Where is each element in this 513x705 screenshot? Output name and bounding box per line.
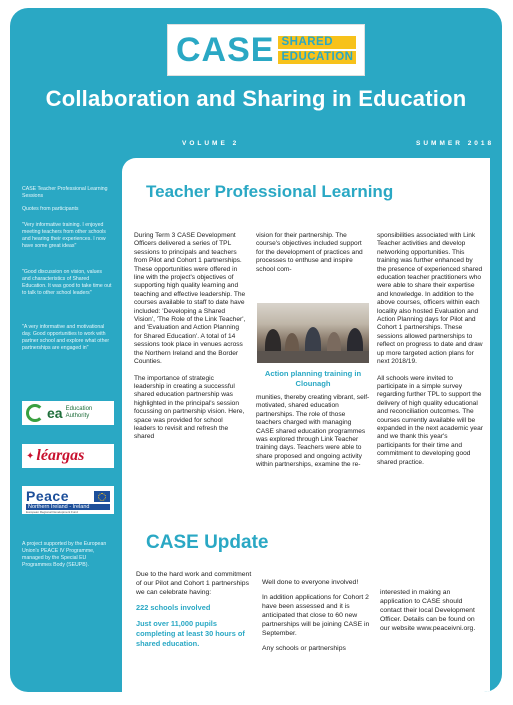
- update-column-3: interested in making an application to CASE should contact their local Development Officer. Details can be found on our website www.peaceivni.org.: [380, 589, 476, 632]
- update-col2-paragraph-1: Well done to everyone involved!: [262, 579, 359, 586]
- sidebar-support-note: A project supported by the European Union's PEACE IV Programme, managed by the Special EU Programmes Body (SEUPB).: [22, 541, 107, 568]
- peace-logo-strip: Northern Ireland - Ireland: [26, 504, 110, 510]
- newsletter-header: [10, 8, 502, 156]
- logo-main-text: CASE: [176, 31, 275, 69]
- update-column-2: [262, 578, 370, 659]
- case-logo: [167, 24, 365, 76]
- update-section-title: CASE Update: [146, 532, 269, 553]
- tpl-col1-paragraph-2: The importance of strategic leadership in creating a successful shared education partnership was highlighted in the principal's session focussing on partnership vision. Here, space was provided for school leaders to revisit and refresh the shared: [134, 374, 245, 441]
- peace-logo-fund-text: European Regional Development Fund: [26, 510, 78, 514]
- sidebar-quote-2: "Good discussion on vision, values and characteristics of Shared Education. It was good to take time out to talk to other school leaders": [22, 269, 112, 296]
- logo-subtitle: [278, 35, 356, 65]
- leargas-mark-icon: ✦: [26, 450, 35, 462]
- volume-label: VOLUME 2: [182, 140, 240, 147]
- season-label: SUMMER 2018: [416, 140, 495, 147]
- tpl-column-2-bottom: munities, thereby creating vibrant, self-motivated, shared education partnerships. The role of those teachers charged with managing CASE shared education programmes was explored through Link Teacher training days. Teachers were able to share proposed and ongoing activity within partnerships, examine the re-: [256, 394, 370, 469]
- ea-logo-letters: ea: [47, 405, 63, 421]
- ea-word-2: Authority: [65, 413, 90, 419]
- update-column-1: [136, 570, 252, 655]
- ea-logo-words: [66, 406, 93, 420]
- tpl-column-3: [377, 232, 483, 475]
- ea-swoosh-icon: [26, 404, 44, 422]
- tpl-col3-paragraph-1: sponsibilities associated with Link Teacher activities and develop networking opportunities. This training was further enhanced by the presence of experienced shared education teacher practitioners who were able to share their expertise and knowledge. In addition to the above courses, officers within each locality also hosted Evaluation and Action Planning days for Pilot and Cohort 1 partnerships. These sessions allowed partnerships to reflect on progress to date and draw up more targeted action plans for next 2018/19.: [377, 232, 483, 366]
- sidebar-quotes-label: Quotes from participants: [22, 206, 79, 212]
- newsletter-page: [10, 8, 502, 692]
- sidebar-heading: CASE Teacher Professional Learning Sessions: [22, 186, 108, 199]
- training-photo: [257, 303, 369, 363]
- main-content: [122, 158, 490, 692]
- ea-word-1: Education: [65, 406, 93, 412]
- sidebar: [10, 156, 118, 692]
- photo-caption: Action planning training in Clounagh: [264, 369, 362, 388]
- leargas-logo-text: léargas: [36, 447, 85, 464]
- education-authority-logo: [22, 401, 114, 425]
- peace-logo-top: [26, 488, 110, 504]
- newsletter-title: Collaboration and Sharing in Education: [45, 86, 467, 111]
- tpl-col3-paragraph-2: All schools were invited to participate in a simple survey regarding further TPL to support the delivery of high quality educational and reconciliation outcomes. The courses currently available will be expanded in the next academic year and we thank this year's participants for their time and commitment to developing good shared practice.: [377, 374, 483, 466]
- sidebar-quote-3: "A very informative and motivational day. Good opportunities to work with partner school and explore what other partnerships are engaged in": [22, 324, 110, 351]
- update-stat-pupils: Just over 11,000 pupils completing at least 30 hours of shared education.: [136, 619, 245, 648]
- sidebar-quote-1: "Very informative training. I enjoyed meeting teachers from other schools and hearing their experiences. I now have some great ideas": [22, 222, 106, 249]
- peace-logo-word: Peace: [26, 488, 69, 504]
- logo-line-2: EDUCATION: [278, 51, 356, 64]
- update-col2-paragraph-3: Any schools or partnerships: [262, 645, 346, 652]
- tpl-column-1: [134, 232, 246, 450]
- photo-table: [257, 351, 369, 363]
- update-stat-schools: 222 schools involved: [136, 603, 211, 612]
- leargas-logo: [22, 444, 114, 468]
- peace-programme-logo: [22, 486, 114, 514]
- tpl-section-title: Teacher Professional Learning: [146, 182, 394, 201]
- update-intro: Due to the hard work and commitment of our Pilot and Cohort 1 partnerships we can celebrate having:: [136, 571, 252, 596]
- eu-flag-icon: [94, 491, 110, 502]
- update-col2-paragraph-2: In addition applications for Cohort 2 have been assessed and it is anticipated that close to 60 new partnerships will be joining CASE in September.: [262, 594, 370, 637]
- tpl-column-2-top: vision for their partnership. The course's objectives included support for the development of practices and processes to enthuse and inspire school com-: [256, 232, 363, 273]
- tpl-col1-paragraph-1: During Term 3 CASE Development Officers delivered a series of TPL sessions to principals and teachers from Pilot and Cohort 1 partnerships. These opportunities were offered in line with the project's objectives of supporting high quality learning and teaching and effective leadership. The courses available to staff to date have included: 'Developing a Shared Vision', 'The Role of the Link Teacher', and 'Evaluation and Action Planning for Shared Education'. A total of 14 sessions took place in venues across the Northern Ireland and the Border Counties.: [134, 232, 246, 366]
- logo-line-1: SHARED: [278, 36, 356, 49]
